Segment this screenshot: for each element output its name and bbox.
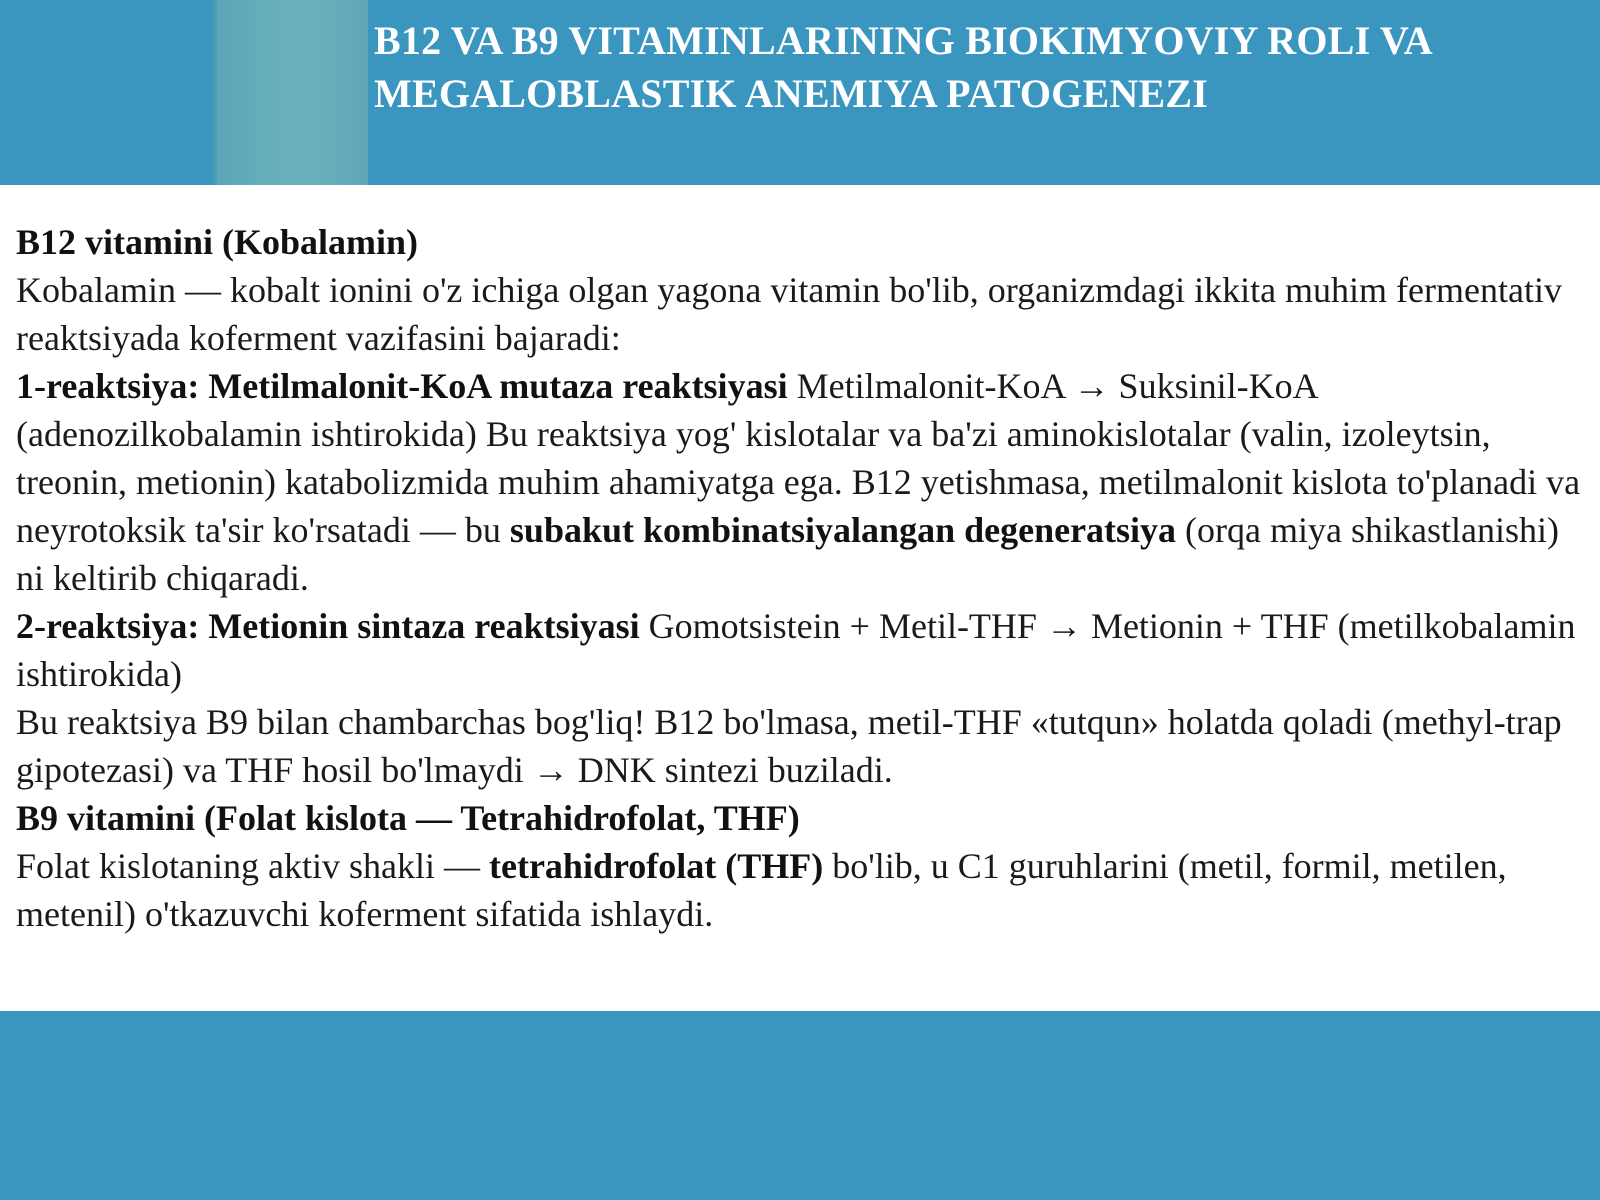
b9-text-start: Folat kislotaning aktiv shakli — [16, 846, 489, 886]
reaction-2-title: 2-reaktsiya: Metionin sintaza reaktsiyasi [16, 606, 640, 646]
b9-heading [16, 794, 1586, 842]
b12-heading [16, 218, 1586, 266]
reaction-1-bold-term: subakut kombinatsiyalangan degeneratsiya [509, 510, 1177, 550]
b9-bold-term: tetrahidrofolat (THF) [488, 846, 824, 886]
reaction-1-title: 1-reaktsiya: Metilmalonit-KoA mutaza reaktsiyasi [16, 366, 788, 406]
b9-paragraph [16, 842, 1586, 938]
reaction-1-paragraph [16, 362, 1586, 602]
b9-heading-text: B9 vitamini (Folat kislota — Tetrahidrofolat, THF) [16, 798, 800, 838]
header-accent-block [213, 0, 368, 185]
reaction-2-paragraph [16, 602, 1586, 698]
b12-intro: Kobalamin — kobalt ionini o'z ichiga olgan yagona vitamin bo'lib, organizmdagi ikkita muhim fermentativ reaktsiyada koferment vazifasini bajaradi: [16, 270, 1562, 358]
reaction-1-tail: (orqa miya shikastlanishi) ni keltirib chiqaradi. [16, 510, 1559, 598]
reaction-1-text: Bu reaktsiya yog' kislotalar va ba'zi aminokislotalar (valin, izoleytsin, treonin, metionin) katabolizmida muhim ahamiyatga ega. B12 yetishmasa, metilmalonit kislota to'planadi va neyrotoksik ta'sir ko'rsatadi — bu [16, 414, 1581, 550]
reaction-2-text: Bu reaktsiya B9 bilan chambarchas bog'liq! B12 bo'lmasa, metil-THF «tutqun» holatda qoladi (methyl-trap gipotezasi) va THF hosil bo'lmaydi → DNK sintezi buziladi. [16, 702, 1562, 790]
slide-content [16, 218, 1586, 938]
b12-heading-text: B12 vitamini (Kobalamin) [16, 222, 419, 262]
header-accent-edge [213, 0, 217, 185]
reaction-2-equation: Gomotsistein + Metil-THF → Metionin + THF (metilkobalamin ishtirokida) [16, 606, 1576, 694]
reaction-1-equation: Metilmalonit-KoA → Suksinil-KoA (adenozilkobalamin ishtirokida) [16, 366, 1317, 454]
slide-title [374, 14, 1574, 120]
footer-band [0, 1011, 1600, 1200]
b9-text-end: bo'lib, u C1 guruhlarini (metil, formil, metilen, metenil) o'tkazuvchi koferment sifatida ishlaydi. [16, 846, 1507, 934]
slide-title-line-1: B12 VA B9 VITAMINLARINING BIOKIMYOVIY ROLI VA [374, 18, 1433, 63]
slide-title-line-2: MEGALOBLASTIK ANEMIYA PATOGENEZI [374, 71, 1208, 116]
